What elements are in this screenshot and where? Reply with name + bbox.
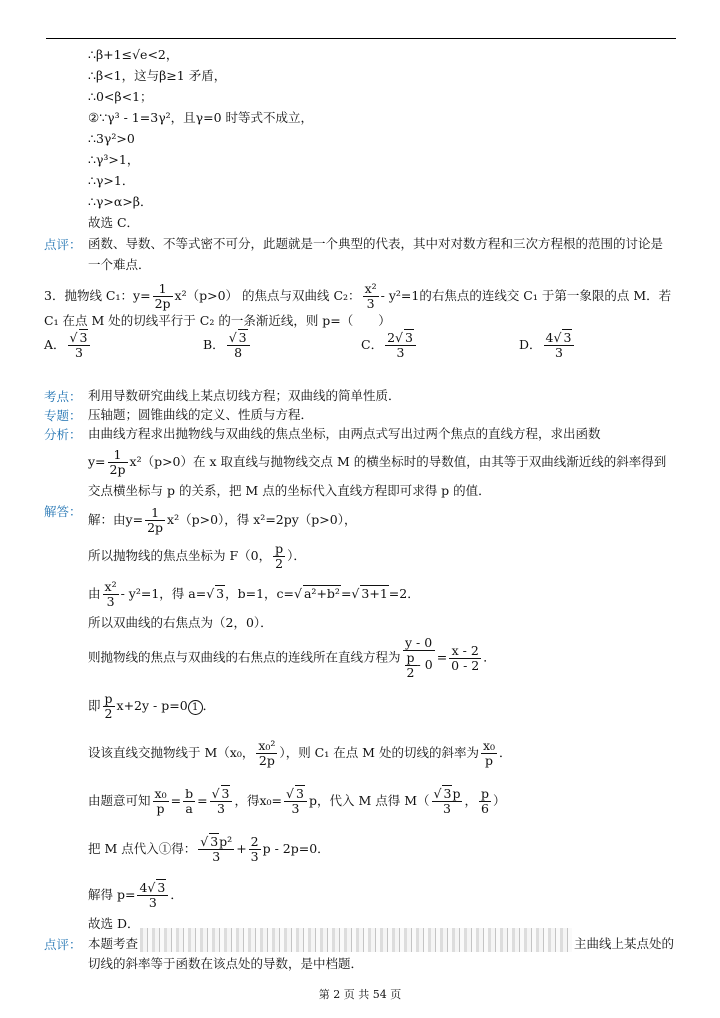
zhuanti-label: 专题： [44,408,82,423]
comment-line-2: 一个难点． [88,257,151,272]
option-a: A． √ $\frac{3}{3}$ [44,330,92,360]
comment2-label: 点评： [44,937,82,952]
question-line-2: C₁ 在点 M 处的切线平行于 C₂ 的一条渐近线，则 p=（ ） [44,313,391,328]
jieda-line-3: 由 $\frac{\text{x²}}{3}$ - y²=1，得 a=√ 3，b=1，c=√ a²+b²=√ 3+1=2． [88,580,420,609]
header-rule [46,38,676,39]
jieda-line-7: 设该直线交抛物线于 M（x₀， $\frac{\text{x₀²}}{2p}$ ），则 C₁ 在点 M 处的切线的斜率为 $\frac{\text{x₀}}{p}$ ． [88,738,512,768]
line-9: 故选 C． [88,215,140,230]
line-8: ∴γ>α>β． [88,194,153,209]
line-5: ∴3γ²>0 [88,131,135,146]
fenxi-line-1: 由曲线方程求出抛物线与双曲线的焦点坐标，由两点式写出过两个焦点的直线方程，求出函数 [88,426,601,441]
fenxi-line-3: 交点横坐标与 p 的关系，把 M 点的坐标代入直线方程即可求得 p 的值． [88,483,491,498]
jieda-line-2: 所以抛物线的焦点坐标为 F（0， $\frac{p}{2}$ ）． [88,541,306,571]
fenxi-line-2: y= $\frac{1}{2p}$ x²（p>0）在 x 取直线与抛物线交点 M 的横坐标时的导数值，由其等于双曲线渐近线的斜率得到 [88,447,667,477]
jieda-line-6: 即 $\frac{p}{2}$ x+2y - p=0 1 ． [88,691,216,721]
comment2-line-1a: 本题考查 [88,936,139,951]
line-4: ②∵γ³ - 1=3γ²，且γ=0 时等式不成立， [88,110,314,125]
zhuanti-text: 压轴题；圆锥曲线的定义、性质与方程． [88,407,314,422]
comment2-line-1b: 主曲线上某点处的 [574,936,675,951]
option-c: C． $\frac{2√ 3}{3}$ [361,330,418,360]
jieda-line-5: 则抛物线的焦点与双曲线的右焦点的连线所在直线方程为 y - 0 $\frac{p}{2}$ - 0 = $\frac{x - 2}{0 - 2}$ ． [88,635,496,680]
line-3: ∴0<β<1； [88,89,153,104]
line-2: ∴β<1，这与β≥1 矛盾， [88,68,227,83]
jieda-line-4: 所以双曲线的右焦点为（2，0）． [88,615,273,630]
jieda-line-9: 把 M 点代入①得： √ $\frac{\text{3p²}}{3}$ + $\frac{2}{3}$ p - 2p=0． [88,834,330,864]
comment-line-1: 函数、导数、不等式密不可分，此题就是一个典型的代表，其中对对数方程和三次方程根的范围的讨论是 [88,236,664,251]
comment2-line-2: 切线的斜率等于函数在该点处的导数，是中档题． [88,956,364,971]
jieda-line-1: 解：由y= $\frac{1}{2p}$ x²（p>0），得 x²=2py（p>0）， [88,505,357,535]
jieda-line-8: 由题意可知 $\frac{\text{x₀}}{p}$ = $\frac{b}{a}$ = √ $\frac{3}{3}$ ，得x₀= √ $\frac{3}{3}$ p，代入 M 点得 M（ √ $\frac{3p}{3}$ ， $\frac{p}{6}$ ） [88,786,506,816]
redacted-overlay [140,928,572,952]
jieda-line-10: 解得 p= $\frac{4√ 3}{3}$ ． [88,880,183,910]
line-6: ∴γ³>1， [88,152,140,167]
jieda-label: 解答： [44,504,82,519]
jieda-line-11: 故选 D． [88,916,140,931]
option-d: D． $\frac{4√ 3}{3}$ [519,330,576,360]
kaodian-label: 考点： [44,389,82,404]
kaodian-text: 利用导数研究曲线上某点切线方程；双曲线的简单性质． [88,388,401,403]
page-footer: 第 2 页 共 54 页 [318,988,402,1001]
comment-label: 点评： [44,237,82,252]
line-1: ∴β+1≤√e<2， [88,47,179,62]
line-7: ∴γ>1． [88,173,135,188]
fenxi-label: 分析： [44,427,82,442]
question-line-1: 3．抛物线 C₁：y= $\frac{1}{2p}$ x²（p>0） 的焦点与双曲线 C₂： $\frac{\text{x²}}{3}$ - y²=1的右焦点的连线交 C₁ 于第一象限的点 M．若 [44,281,672,311]
option-b: B． √ $\frac{3}{8}$ [203,330,252,360]
